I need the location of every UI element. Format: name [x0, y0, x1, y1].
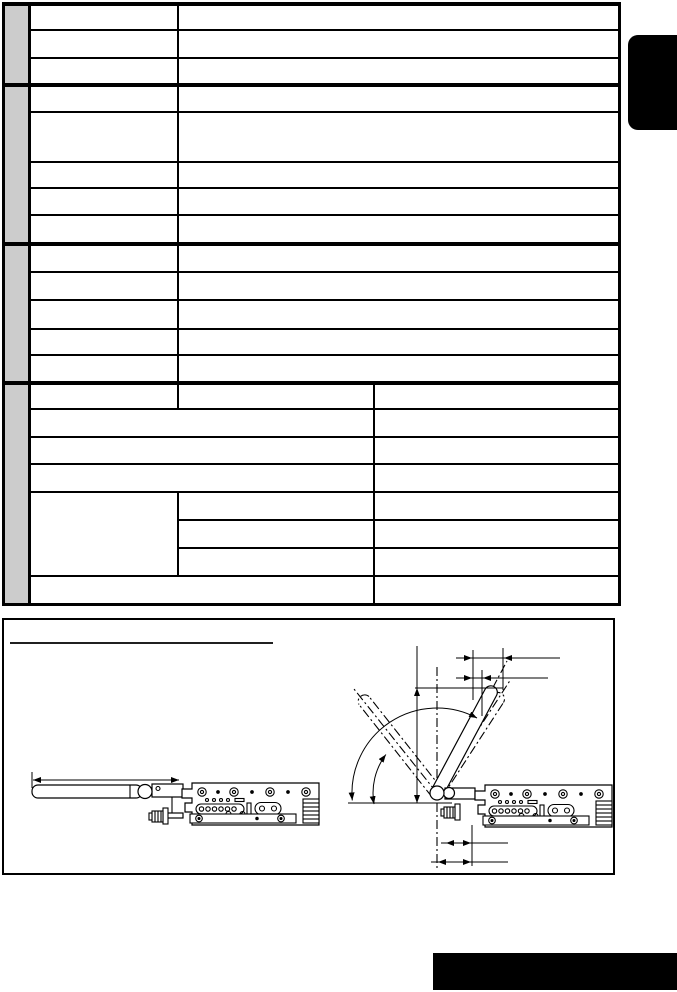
spec-value-cell	[178, 300, 620, 329]
spec-label-cell	[30, 244, 178, 272]
tilted-back-rod-axis	[354, 689, 437, 793]
spec-right-cell	[374, 576, 620, 604]
spec-value-cell	[178, 272, 620, 300]
rod-raised-view	[348, 646, 612, 868]
spec-right-cell	[374, 409, 620, 437]
spec-right-cell	[374, 492, 620, 520]
antenna-connector	[441, 804, 460, 820]
spec-row	[4, 355, 620, 383]
spec-label-cell	[30, 85, 178, 112]
spec-row	[4, 464, 620, 492]
spec-right-cell	[374, 383, 620, 409]
spec-value-cell	[178, 188, 620, 215]
spec-label-cell	[30, 58, 178, 85]
spec-row	[4, 58, 620, 85]
spec-value-cell	[178, 4, 620, 30]
spec-label-cell	[30, 215, 178, 244]
spec-right-cell	[374, 437, 620, 464]
section-strip-2	[4, 85, 30, 244]
section-strip-4	[4, 383, 30, 604]
spec-row	[4, 383, 620, 409]
spec-mid-cell	[178, 548, 374, 576]
spec-value-cell	[178, 112, 620, 162]
spec-value-cell	[178, 85, 620, 112]
rod-retracted-view	[32, 772, 319, 825]
rotation-arc-small	[373, 755, 386, 805]
section-strip-1	[4, 4, 30, 85]
base-unit	[182, 783, 319, 825]
spec-label-cell	[30, 300, 178, 329]
spec-row	[4, 300, 620, 329]
spec-row	[4, 244, 620, 272]
pivot	[138, 785, 152, 799]
spec-wide-cell	[30, 437, 374, 464]
spec-right-cell	[374, 548, 620, 576]
spec-mid-cell	[178, 520, 374, 548]
spec-value-cell	[178, 329, 620, 355]
spec-row	[4, 409, 620, 437]
spec-row	[4, 437, 620, 464]
spec-right-cell	[374, 464, 620, 492]
spec-label-cell	[30, 30, 178, 58]
pivot	[430, 786, 444, 800]
spec-value-cell	[178, 355, 620, 383]
spec-row	[4, 215, 620, 244]
rod-raised	[431, 686, 497, 796]
spec-row	[4, 30, 620, 58]
spec-label-cell	[30, 162, 178, 188]
base-unit	[475, 785, 612, 827]
mechanism-diagram	[4, 620, 613, 873]
spec-mid-cell	[178, 383, 374, 409]
spec-row	[4, 576, 620, 604]
spec-row	[4, 85, 620, 112]
spec-table	[2, 2, 621, 606]
spec-wide-cell	[30, 576, 374, 604]
rod-horizontal	[32, 785, 142, 798]
spec-value-cell	[178, 30, 620, 58]
spec-wide-cell	[30, 464, 374, 492]
spec-row	[4, 112, 620, 162]
spec-wide-cell	[30, 409, 374, 437]
spec-label-cell	[30, 272, 178, 300]
page-edge-tab-marker	[628, 35, 677, 130]
mechanism-diagram-box	[2, 618, 615, 875]
spec-value-cell	[178, 244, 620, 272]
footer-black-bar	[433, 953, 677, 990]
spec-label-cell	[30, 355, 178, 383]
spec-mid-cell	[178, 492, 374, 520]
spec-right-cell	[374, 520, 620, 548]
spec-label-cell	[30, 492, 178, 576]
spec-label-cell	[30, 112, 178, 162]
spec-row	[4, 492, 620, 520]
spec-label-cell	[30, 329, 178, 355]
spec-value-cell	[178, 215, 620, 244]
spec-label-cell	[30, 4, 178, 30]
spec-label-cell	[30, 188, 178, 215]
spec-label-cell	[30, 383, 178, 409]
antenna-connector	[149, 808, 168, 824]
spec-row	[4, 272, 620, 300]
spec-row	[4, 4, 620, 30]
spec-row	[4, 329, 620, 355]
spec-row	[4, 162, 620, 188]
spec-value-cell	[178, 58, 620, 85]
section-strip-3	[4, 244, 30, 383]
spec-row	[4, 188, 620, 215]
spec-value-cell	[178, 162, 620, 188]
